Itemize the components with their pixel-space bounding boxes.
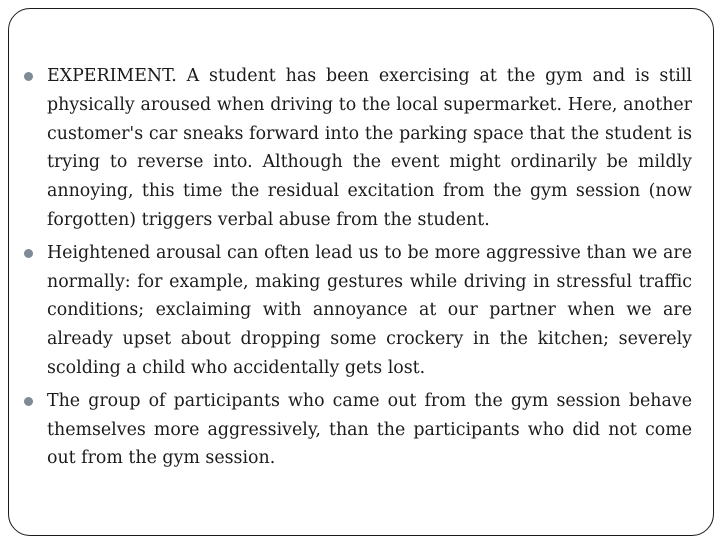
bullet-list xyxy=(24,62,692,473)
bullet-item-experiment xyxy=(24,62,692,235)
bullet-text-arousal: Heightened arousal can often lead us to be more aggressive than we are normally: for example, making gestures while driving in stressful traffic conditions; exclaiming with annoyance at our partner when we are already upset about dropping some crockery in the kitchen; severely scolding a child who accidentally gets lost. xyxy=(47,242,692,378)
bullet-text-experiment: EXPERIMENT. A student has been exercising at the gym and is still physically aroused when driving to the local supermarket. Here, another customer's car sneaks forward into the parking space that the student is trying to reverse into. Although the event might ordinarily be mildly annoying, this time the residual excitation from the gym session (now forgotten) triggers verbal abuse from the student. xyxy=(47,66,692,230)
bullet-dot-icon xyxy=(24,397,33,406)
bullet-item-result xyxy=(24,387,692,473)
bullet-dot-icon xyxy=(24,249,33,258)
bullet-dot-icon xyxy=(24,72,33,81)
slide-content xyxy=(24,62,692,477)
bullet-item-arousal xyxy=(24,239,692,383)
bullet-text-result: The group of participants who came out from the gym session behave themselves more aggressively, than the participants who did not come out from the gym session. xyxy=(47,390,692,469)
